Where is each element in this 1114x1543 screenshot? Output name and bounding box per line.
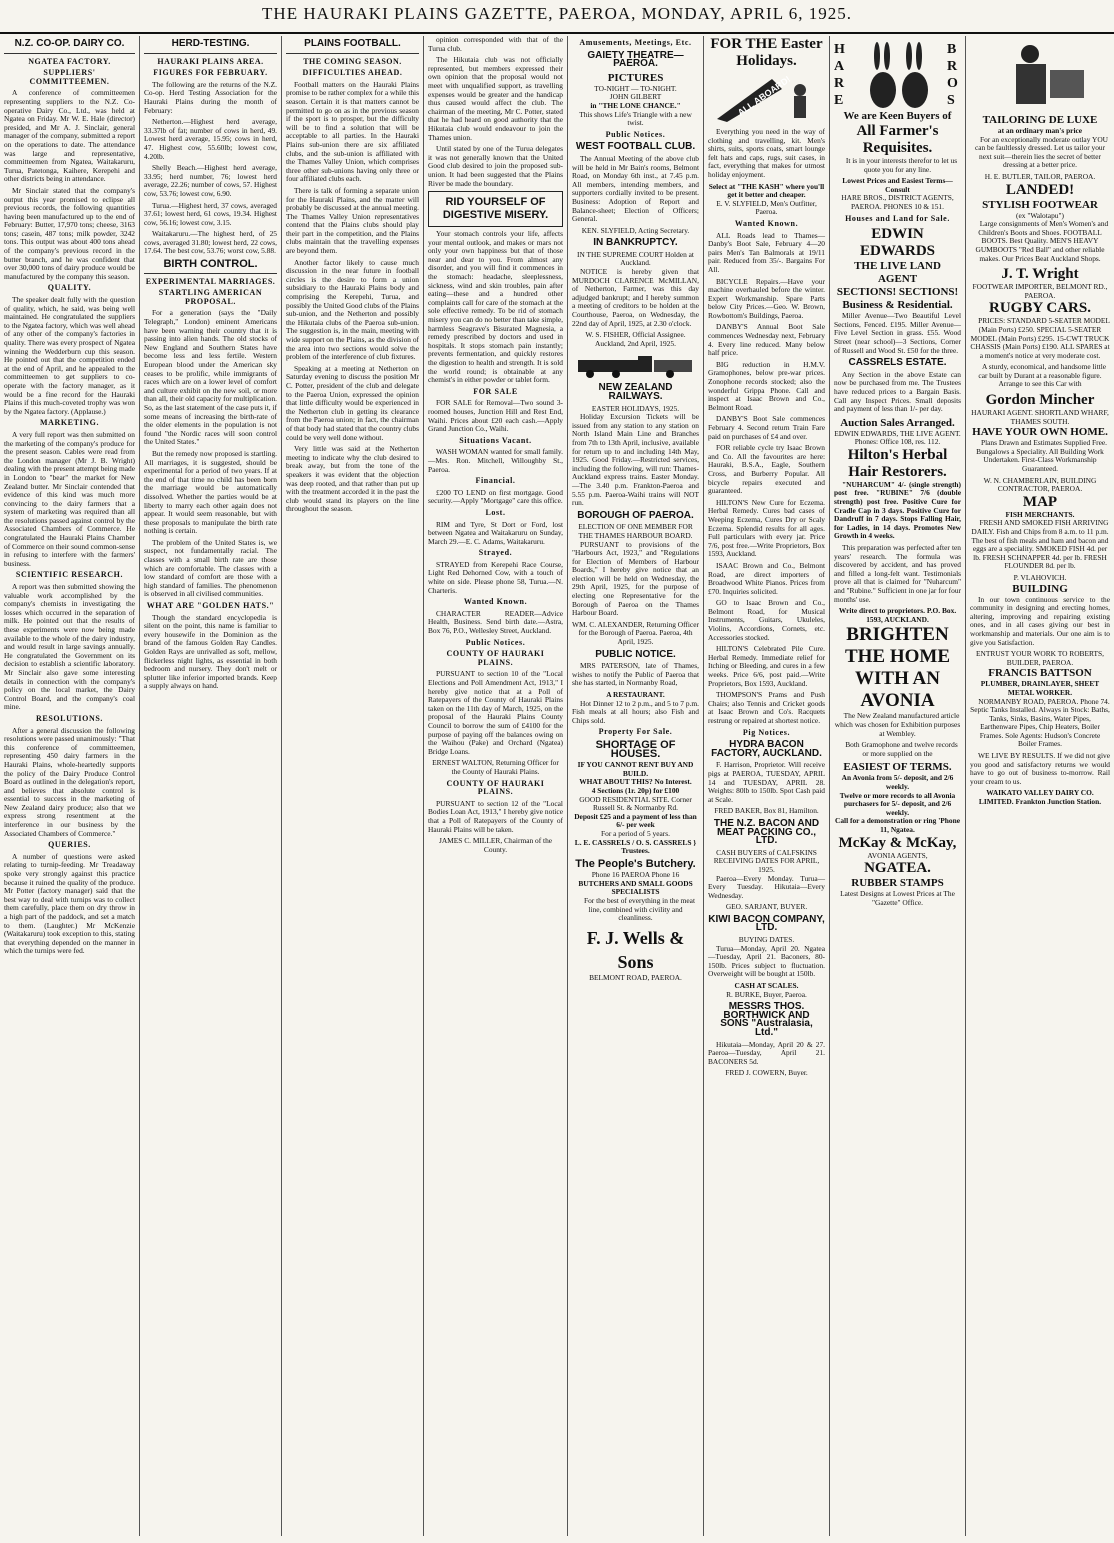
ad-line: PLUMBER, DRAINLAYER, SHEET METAL WORKER.: [980, 679, 1100, 697]
signature: FRED J. COWERN, Buyer.: [725, 1068, 808, 1078]
ad-line: WHAT ABOUT THIS? No Interest.: [579, 777, 692, 787]
article-subheading: NGATEA FACTORY.: [28, 56, 111, 66]
ad-line: Latest Designs at Lowest Prices at The "Gazette" Office.: [840, 889, 955, 907]
paragraph: Any Section in the above Estate can now be purchased from me. The Trustees have reduced prices to a Bargain Basis. Call any Inspect Prices. Small deposits and payment of less than 1/- per day.: [834, 369, 961, 414]
tailor-illustration: [980, 40, 1100, 110]
section-heading: FOR SALE: [473, 386, 518, 396]
article-subheading: EXPERIMENTAL MARRIAGES.: [145, 276, 276, 286]
ad-line: An Avonia from 5/- deposit, and 2/6 weekly.: [841, 773, 954, 791]
section-heading: RESOLUTIONS.: [36, 713, 103, 723]
paragraph: STRAYED from Kerepehi Race Course, Light Red Dehorned Cow, with a touch of white on side. Please phone 58, Turua.—N. Charteris.: [428, 559, 563, 595]
paragraph: RIM and Tyre, St Dort or Ford, lost between Ngatea and Waitakaruru on Sunday, March 29.—E. C. Adams, Waitakaruru.: [428, 519, 563, 546]
signature: FOOTWEAR IMPORTER, BELMONT RD., PAEROA.: [972, 282, 1108, 300]
notice-heading: IN BANKRUPTCY.: [593, 237, 678, 249]
section-heading: QUALITY.: [47, 283, 92, 293]
paragraph: Large consignments of Men's Women's and Children's Boots and Shoes. FOOTBALL BOOTS. Best Quality. MEN'S HEAVY GUMBOOTS "Red Ball" and other reliable makes. Our Prices Beat Auckland Shops.: [975, 219, 1109, 263]
notice-subheading: BUYING DATES.: [738, 935, 795, 945]
ad-heading: McKay & McKay,: [838, 834, 957, 851]
notice-subheading: RECEIVING DATES FOR APRIL, 1925.: [713, 856, 820, 874]
section-heading: MARKETING.: [39, 418, 100, 428]
signature: FRED BAKER, Box 81, Hamilton.: [714, 806, 819, 816]
article-heading: PLAINS FOOTBALL.: [304, 38, 401, 49]
paragraph: PURSUANT to provisions of the "Harbours Act, 1923," and "Regulations for Election of Members of Harbour Boards," I hereby give notice that an election will be held on Wednesday, the 29th April, 1925, for the purpose of electing one Representative for the Borough of Paeroa on the Thames Harbour Board.: [572, 539, 699, 618]
paragraph: A very full report was then submitted on the marketing of the company's produce for the present season. Cables were read from the London manager (Mr J. B. Wright) dealing with the present attempt being made in London to "bear" the market for New Zealand butter. Mr Sinclair contended that evidence of this kind was much more convincing to the dairy farmers that a system of marketing was required than all the resolutions passed against control by the Associated Chambers of Commerce. He congratulated the Hauraki Plains Chamber of Commerce on their sound common-sense in refusing to interfere with the farmers' business.: [4, 429, 135, 568]
section-heading: Financial.: [475, 476, 516, 486]
paragraph: The Hikutaia club was not officially represented, but members expressed their own opinion that the proposal would not meet with unqualified support, as travelling expenses would be greater and the handicap thus caused would affect the club. The chairman of the meeting, Mr C. Potter, stated that he had heard on good authority that the Hikutaia club would endeavour to join the Thames union.: [428, 55, 563, 142]
paragraph: PURSUANT to section 12 of the "Local Bodies Loan Act, 1913," I hereby give notice that a Poll of Ratepayers of the County of Hauraki Plains will be taken.: [428, 798, 563, 834]
paragraph: The New Zealand manufactured article which was chosen for Exhibition purposes at Wembley.: [834, 711, 961, 738]
section-heading: Public Notices.: [605, 129, 666, 139]
paragraph: Everything you need in the way of clothing and travelling, kit. Men's shirts, suits, sports coats, smart lounge felt hats and caps, rugs, suit cases, in fact, everything that makes for utmost holiday enjoyment.: [708, 127, 825, 179]
ad-line: Call for a demonstration or ring 'Phone 11, Ngatea.: [835, 816, 960, 834]
paragraph: Your stomach controls your life, affects your mental outlook, and makes or mars not only your own happiness but that of those near and dear to you. From almost any disorder, and you will find it commences in the stomach: headache, sleeplessness, sickness, wind and skin troubles, pain after eating—these and a hundred other complaints call for care of the stomach at the sole effective remedy. To be rid of stomach misery you can do no better than take simple, harmless Seagrave's Bisurated Magnesia, a remedy prescribed by doctors and used in hospitals. It stops stomach pain instantly; prevents fermentation, and quickly restores the digestion to health and strength. It is sold the world round; is obtainable at any chemist's in either powder or tablet form.: [428, 229, 563, 385]
paragraph: PURSUANT to section 10 of the "Local Elections and Poll Amendment Act, 1913," I hereby give notice that at a Poll of Ratepayers of the County of Hauraki Plains taken on the 11th day of March, 1925, on the proposal of the Hauraki Plains County Council to borrow the sum of £4100 for the purpose of paying off the balances owing on the Waihou (Pake) and Orchard (Ngatea) Bridge Loans.: [428, 669, 563, 756]
ad-heading: We are Keen Buyers of: [843, 110, 952, 122]
advert-digestive: [428, 191, 563, 227]
ad-heading: Hilton's Herbal Hair Restorers.: [847, 446, 948, 480]
paragraph: After a general discussion the following resolutions were passed unanimously: "That this conference of committeemen, representing 450 dairy farmers in the Hauraki Plains, whole-heartedly supports the policy of the Dairy Produce Control Board as outlined in the delegation's report, and believes that absolute control is essential to success in the marketing of New Zealand dairy produce; also that we express strong resentment at the interference in our business by the Associated Chambers of Commerce.": [4, 725, 135, 838]
paragraph: NORMANBY ROAD, PAEROA. Phone 74. Septic Tanks Installed. Always in Stock: Baths, Tanks, Sinks, Basins, Water Pipes, Earthenware Pipes, Chip Heaters, Boiler Frames. Sole Agents: Hudson's Concrete Boiler Frames.: [970, 696, 1110, 749]
article-heading: N.Z. CO-OP. DAIRY CO.: [14, 38, 125, 49]
paragraph: Turua—Monday, April 20. Ngatea—Tuesday, April 21. Baconers, 80-150lb. Prices subject to fluctuation. Overweight will be bought at 150lb.: [708, 943, 825, 979]
section-heading: SCIENTIFIC RESEARCH.: [15, 570, 124, 580]
paragraph: There is talk of forming a separate union for the Hauraki Plains, and the matter will probably be discussed at the annual meeting. The Thames Valley Union representatives contend that the Plains clubs should play their part in the competition, and the Plains clubs maintain that the travelling expenses are beyond them.: [286, 185, 419, 256]
ad-line: IF YOU CANNOT RENT BUY AND BUILD.: [577, 760, 694, 778]
ad-line: (ex "Walotapu"): [1016, 210, 1064, 220]
paragraph: HILTON'S New Cure for Eczema. Herbal Remedy. Cures bad cases of Weeping Eczema, Cures Dry or Scaly Eczema. Splendid results for all ages. Full particulars with every jar. Price 7/6, post free.—Write Proprietors, Box 1593, Auckland.: [708, 497, 825, 559]
ad-heading: SHORTAGE OF HOUSES.: [595, 738, 676, 760]
signature: HAURAKI AGENT. SHORTLAND WHARF, THAMES SOUTH.: [971, 408, 1109, 426]
tonight-label: TO-NIGHT — TO-NIGHT.: [594, 83, 677, 93]
avonia-heading: BRIGHTEN THE HOME WITH AN AVONIA: [844, 624, 951, 712]
paragraph: Shelly Beach.—Highest herd average, 33.95; herd number, 76; lowest herd average, 22.26; number of cows, 57. Highest cow, 53.76; lowest cow, 6.90.: [144, 163, 277, 198]
paragraph: Football matters on the Hauraki Plains promise to be rather complex for a while this season. Certain it is that matters cannot be permitted to go on as in the previous season if the sport is to prosper, but the difficulty will be to find a solution that will be acceptable to all parties. In the Hauraki Plains sub-union there are six affiliated clubs, and the sub-union is affiliated with the Thames Valley Union, which comprises three other sub-unions having only three or four affiliated clubs each.: [286, 79, 419, 184]
masthead: THE HAURAKI PLAINS GAZETTE, PAEROA, MONDAY, APRIL 6, 1925.: [0, 4, 1114, 34]
notice-heading: PUBLIC NOTICE.: [595, 648, 676, 660]
signature: KEN. SLYFIELD, Acting Secretary.: [581, 225, 690, 235]
paragraph: The Annual Meeting of the above club will be held in Mr Bain's rooms, Belmont Road, on Monday 6th inst., at 7.45 p.m. All members, intending members, and supporters cordially invited to be present. Business: Adoption of Report and Balance-sheet; Election of Officers; General.: [572, 153, 699, 224]
paragraph: CHARACTER READER—Advice Health, Business. Send birth date.—Astra, Box 76, P.O., Wellesley Street, Auckland.: [428, 608, 563, 636]
paragraph: But the remedy now proposed is startling. All marriages, it is suggested, should be experimental for a period of two years. If at the end of that time no child has been born the marriage would be automatically dissolved. Whether the parties would be at liberty to marry each other again does not appear. It would seem reasonable, but with these proposals to manipulate the birth rate nothing is certain.: [144, 448, 277, 536]
paragraph: Hot Dinner 12 to 2 p.m., and 5 to 7 p.m. Fish meals at all hours; also Fish and Chips sold.: [572, 698, 699, 725]
section-heading: COUNTY OF HAURAKI PLAINS.: [446, 778, 545, 797]
paragraph: Holiday Excursion Tickets will be issued from any station to any station on North Island Main Line and Branches from 7th to 13th April, inclusive, available for return up to and including 14th May, 1925. Good Friday.—Restricted services, including the following, will run: Thames-Auckland express trains. Easter Monday.—The 3.40 p.m. Frankton-Paeroa and 5.55 p.m. Paeroa-Waihi trains will NOT run.: [572, 412, 699, 508]
train-illustration: [576, 352, 696, 380]
paragraph: £200 TO LEND on first mortgage. Good security.—Apply "Mortgage" care this office.: [428, 487, 563, 506]
signature: ENTRUST YOUR WORK TO ROBERTS, BUILDER, PAEROA.: [976, 649, 1104, 667]
paragraph: BIG reduction in H.M.V. Gramophones, below pre-war prices. Zonophone records stocked; also the wonderful Grippa Phone. Call and inspect at Isaac Brown and Co., Belmont Road.: [708, 359, 825, 412]
article-subheading: THE COMING SEASON.: [303, 56, 402, 66]
paragraph: Plans Drawn and Estimates Supplied Free. Bungalows a Speciality. All Building Work Undertaken. First-Class Workmanship Guaranteed.: [976, 438, 1108, 474]
paragraph: Netherton.—Highest herd average, 33.37lb of fat; number of cows in herd, 49. Lowest herd average, 15.95; cows in herd, 47. Highest cow, 55.60lb; lowest cow, 4.20lb.: [144, 117, 277, 161]
signature: WAIKATO VALLEY DAIRY CO. LIMITED. Frankton Junction Station.: [978, 788, 1102, 807]
paragraph: HILTON'S Celebrated Pile Cure. Herbal Remedy. Immediate relief for Itching or Bleeding, and cures in a few weeks. Price 6/6, post paid.—Write Proprietors, Box 1593, Auckland.: [708, 644, 825, 688]
paragraph: DANBY'S Boot Sale commences February 4. Second return Train Fare paid on purchases of £4 and over.: [708, 414, 825, 441]
notice-heading: KIWI BACON COMPANY, LTD.: [708, 913, 825, 934]
paragraph: A number of questions were asked relating to turnip-feeding. Mr Treadaway spoke very strongly against this practice because it ruined the quality of the produce. Mr Potter (factory manager) said that the best way to deal with turnips was to collect them carefully, place them on dry throw in a high part of the paddock, and set a match to them. (Laughter.) Mr McKenzie (Waitakaruru) took exception to this, stating that everything depended on the manner in which the turnips were fed.: [4, 851, 135, 956]
ad-heading: LANDED!: [1005, 181, 1075, 198]
paragraph: ISAAC Brown and Co., Belmont Road, are direct importers of Broadwood White Pianos. Prices from £70. Inquiries solicited.: [708, 560, 825, 596]
ad-line: Deposit £25 and a payment of less than 6/- per week: [574, 811, 697, 830]
hare-bros-logo: [834, 40, 961, 110]
paragraph: FOR SALE for Removal—Two sound 3-roomed houses, Junction Hill and Rest End, Waihi. Prices about £20 each cash.—Apply Grand Junction Co., Waihi.: [428, 398, 563, 434]
pictures-label: PICTURES: [607, 71, 664, 84]
paragraph: DANBY'S Annual Boot Sale commences Wednesday next, February 4. Every line reduced. Many below half price.: [708, 322, 825, 358]
ad-line: FISH MERCHANTS.: [1005, 509, 1075, 519]
notice-heading: THE N.Z. BACON AND MEAT PACKING CO., LTD.: [713, 817, 820, 847]
trustees: L. E. CASSRELS / O. S. CASSRELS } Trustees.: [574, 837, 697, 856]
section-heading: DIFFICULTIES AHEAD.: [302, 68, 403, 78]
banner-text: ALL ABOARD!: [735, 74, 792, 118]
paragraph: ALL Roads lead to Thames—Danby's Boot Sale, February 4—20 pairs Men's Tan Balmorals at 19/11 pair. Reduced from 35/-. Bargains For All.: [708, 230, 825, 274]
wells-address: BELMONT ROAD, PAEROA.: [589, 972, 682, 982]
ad-line: 4 Sections (1r. 20p) for £100: [591, 785, 680, 795]
ad-heading: FRANCIS BATTSON: [988, 667, 1092, 680]
paragraph: Very little was said at the Netherton meeting to indicate why the club desired to break away, but from the tone of the speakers it was evident that the objection was deep rooted, and that rather than put up with the treatment accorded it in the past the club would stand its players on the line throughout the season.: [286, 444, 419, 514]
paragraph: Miller Avenue—Two Beautiful Level Sections, Fenced. £195. Miller Avenue—Five Level Section in grass. £55. Wood Street (near school)—3 Sections, Corner of Russell and Wood St. £50 for the three.: [834, 311, 961, 355]
paragraph: Though the standard encyclopedia is silent on the point, this name is familiar to every housewife in the Dominion as the brand of the famous Golden Ray Candles. Golden Rays are unrivalled as soft, mellow, flickerless night lights, as essential in both bedroom and nursery. They don't melt or splutter like inferior imported brands. Keep a supply always on hand.: [144, 612, 277, 691]
paragraph: Speaking at a meeting at Netherton on Saturday evening to discuss the position Mr C. Potter, president of the club and delegate to the Paeroa Union, expressed the opinion that little difficulty would be experienced in the Netherton club in getting its clearance from the Paeroa union; in fact, the chairman of that body had stated that the country clubs could be very well done without.: [286, 363, 419, 442]
paragraph: This preparation was perfected after ten years' research. The formula was discovered by accident, and has proved and filled a long-felt want. Testimonials prove all that is claimed for "Nuharcum" and "Rubine." Sufficient in one jar for four months' use.: [834, 543, 961, 604]
notice-subheading: A RESTAURANT.: [606, 690, 665, 699]
paragraph: NOTICE is hereby given that MURDOCH CLARENCE McMILLAN, of Netherton, Farmer, was this day adjudged bankrupt; and I hereby summon a meeting of creditors to be holden at the Courthouse, Paeroa, on Wednesday, the 22nd day of April, 1925, at 2.30 o'clock.: [572, 267, 699, 328]
section-heading: Lost.: [485, 507, 506, 517]
signature: W. S. FISHER, Official Assignee. Auckland, 2nd April, 1925.: [585, 330, 686, 348]
column-tailor: [966, 36, 1114, 1536]
paragraph: "NUHARCUM" 4/- (single strength) post free. "RUBINE" 7/6 (double strength) post free. Positive Cure for Cradle Cap in 3 days. Positive Cure for Dandruff in 7 days. Stops Falling Hair, for Ladies, in 14 days. Promotes New Growth in 4 weeks.: [834, 479, 961, 541]
signature: H. E. BUTLER, TAILOR, PAEROA.: [984, 171, 1096, 181]
ad-line: Lowest Prices and Easiest Terms—Consult: [842, 176, 953, 194]
paragraph: F. Harrison, Proprietor. Will receive pigs at PAEROA, TUESDAY, APRIL 14 and TUESDAY, APRIL 28. Weights: 80lb to 150lb. Spot Cash paid at Scale.: [708, 760, 825, 804]
signature: W. N. CHAMBERLAIN, BUILDING CONTRACTOR, PAEROA.: [983, 475, 1097, 494]
rabbits-illustration: [853, 40, 943, 110]
article-heading: HERD-TESTING.: [171, 38, 250, 49]
butchery-heading: The People's Butchery.: [575, 857, 696, 870]
ad-heading: EASIEST OF TERMS.: [843, 761, 952, 774]
ad-heading: J. T. Wright: [1001, 266, 1079, 283]
ad-heading: SECTIONS! SECTIONS! Business & Residential.: [836, 286, 959, 312]
ad-heading: Auction Sales Arranged.: [840, 416, 955, 429]
select-line: Select at "THE KASH" where you'll get it better and cheaper.: [708, 181, 825, 200]
theatre-heading: GAIETY THEATRE—PAEROA.: [587, 49, 684, 70]
ad-line: For a period of 5 years.: [601, 828, 670, 838]
paragraph: The speaker dealt fully with the question of quality, which, he said, was being well maintained. He congratulated the suppliers to the Ngatea factory, which was well ahead of any other of the company's factories in quality. There was every prospect of Ngatea winning the Wedderburn cup this season. He pointed out that the competition ended at the end of April, and he appealed to the committeemen to get suppliers to co-operate with the factory manager, as it would be a fine record for the Hauraki Plains if this much-coveted trophy was won by the Ngatea factory. (Applause.): [4, 295, 135, 416]
ad-heading: HAVE YOUR OWN HOME.: [972, 426, 1108, 439]
signature: E. V. SLYFIELD, Men's Outfitter, Paeroa.: [716, 198, 817, 217]
section-heading: Strayed.: [478, 548, 513, 558]
advert-heading: RID YOURSELF OF DIGESTIVE MISERY.: [442, 196, 549, 222]
paragraph: WASH WOMAN wanted for small family.—Mrs. Ron. Mitchell, Willoughby St., Paeroa.: [428, 447, 563, 474]
paragraph: FOR reliable cycle try Isaac Brown and Co. All the favourites are here: Hauraki, B.S.A., Eagle, Southern Cross, and Burberry Popular. All bicycle repairs executed and guaranteed.: [708, 443, 825, 496]
easter-heading: FOR THE Easter Holidays.: [710, 36, 823, 69]
column-herd-testing: [140, 36, 282, 1536]
paragraph: In our town continuous service to the community in designing and erecting homes, altering, improving and repairing existing ones, and in all cases giving our best in workmanship and materials. Our one aim is to give you Satisfaction.: [970, 594, 1110, 647]
notice-heading: WEST FOOTBALL CLUB.: [575, 141, 696, 153]
paragraph: The following are the returns of the N.Z. Co-op. Herd Testing Association for the Hauraki Plains during the month of February:: [144, 79, 277, 115]
paragraph: A conference of committeemen representing suppliers to the N.Z. Co-operative Dairy Co., Ltd., was held at Ngatea on Friday. Mr W. E. Hale (director) presided, and Mr A. J. Sinclair, general manager of the company, submitted a report on the operations to date. The attendance was large and representative, committeemen from Ngatea, Waitakaruru, Turua, Patetonga, Kaihere, Kerepehi and other districts being in attendance.: [4, 88, 135, 184]
ad-line: Twelve or more records to all Avonia purchasers for 5/- deposit, and 2/6 weekly.: [839, 790, 956, 817]
notice-heading: MESSRS THOS. BORTHWICK AND SONS "Australasia, Ltd.": [720, 1001, 813, 1038]
signature: ERNEST WALTON, Returning Officer for the County of Hauraki Plains.: [432, 758, 559, 776]
ad-heading: STYLISH FOOTWEAR: [982, 198, 1098, 211]
notice-heading: HYDRA BACON FACTORY, AUCKLAND.: [711, 739, 822, 759]
paragraph: It is in your interests therefor to let us quote you for any line.: [845, 156, 958, 174]
notice-subheading: EASTER HOLIDAYS, 1925.: [591, 403, 680, 413]
paragraph: WE LIVE BY RESULTS. If we did not give you good and satisfactory returns we would have to go out of business to-morrow. Rail your cream to us.: [970, 751, 1110, 786]
paragraph: For an exceptionally moderate outlay YOU can be faultlessly dressed. Let us tailor your next suit—therein lies the secret of better dressing at a better price.: [974, 134, 1108, 170]
column-football: [282, 36, 424, 1536]
notice-subheading: CASH BUYERS of CALFSKINS: [716, 847, 817, 857]
paragraph: Until stated by one of the Turua delegates it was not generally known that the United Good club desired to join the proposed sub-union. It had been suggested that the Plains River be made the boundary.: [428, 144, 563, 188]
column-slyfield: [704, 36, 830, 1536]
section-heading: STARTLING AMERICAN PROPOSAL.: [158, 288, 263, 306]
ad-line: GOOD RESIDENTIAL SITE. Corner Russell St. & Normanby Rd.: [579, 794, 692, 813]
article-subheading: HAURAKI PLAINS AREA.: [157, 56, 264, 66]
notice-subheading: ELECTION OF ONE MEMBER FOR THE THAMES HARBOUR BOARD.: [578, 522, 693, 540]
signature: Write direct to proprietors. P.O. Box. 1593, AUCKLAND.: [838, 606, 957, 624]
film-note: This shows Life's Triangle with a new twist.: [579, 109, 692, 128]
paragraph: For a generation (says the "Daily Telegraph," London) eminent Americans have been warning their country that it is passing into alien hands. The old stocks of New England and Southern States have become less and less fertile. Western European blood under the American sky ceases to be prolific, while immigrants of races which are on a lower level of comfort and culture exhibit on the new soil, or more than all, their old capacity for multiplication. So, as the last statement of the case puts it, if some means of increasing the birth-rate of the older elements in the population is not found "the Nordic races will soon control the United States.": [144, 308, 277, 447]
section-heading: Situations Vacant.: [459, 435, 532, 445]
paragraph: Mr Sinclair stated that the company's output this year promised to eclipse all previous records, the following quantities having been manufactured up to the end of February: Butter, 17,970 tons; cheese, 3163 tons; casein, 487 tons; milk powder, 3242 tons. This output was about 400 tons ahead of the company's previous record in the butter branch, and he was confident that over 30,000 tons of dairy produce would be manufactured by the company this season.: [4, 185, 135, 281]
article-heading: BIRTH CONTROL.: [163, 258, 258, 271]
column-hare-bros: [830, 36, 966, 1536]
column-notices: [568, 36, 704, 1536]
ad-heading: TAILORING DE LUXE: [982, 114, 1098, 126]
paragraph: A sturdy, economical, and handsome little car built by Durant at a reasonable figure. Arrange to see this Car with: [978, 362, 1107, 389]
signature: P. VLAHOVICH.: [1013, 572, 1067, 582]
section-heading: Houses and Land for Sale.: [845, 213, 950, 223]
paragraph: MRS PATERSON, late of Thames, wishes to notify the Public of Paeroa that she has started, in Normanby Road,: [572, 661, 699, 688]
star-name: JOHN GILBERT: [609, 92, 662, 102]
paragraph: PRICES: STANDARD 5-SEATER MODEL (Main Ports) £250. SPECIAL 5-SEATER MODEL (Main Ports) £295. 15-CWT TRUCK CHASSIS (Main Ports) £190. ALL SPARES at a moment's notice at very moderate cost.: [970, 316, 1110, 360]
paragraph: Waitakaruru.—The highest herd, of 25 cows, averaged 31.80; lowest herd, 22 cows, 17.64. The best cow, 53.76; worst cow, 5.88.: [144, 229, 277, 256]
paragraph: THOMPSON'S Prams and Push Chairs; also Tennis and Cricket goods at Isaac Brown and Co's. Racquets restrung or repaired at shortest notice.: [708, 690, 825, 725]
butchery-line: BUTCHERS AND SMALL GOODS SPECIALISTS: [578, 878, 693, 897]
notice-subheading: CASH AT SCALES.: [734, 981, 799, 991]
ad-heading: RUGBY CARS.: [989, 300, 1091, 317]
paragraph: Both Gramophone and twelve records or more supplied on the: [845, 740, 958, 758]
section-heading: SUPPLIERS' COMMITTEEMEN.: [29, 68, 110, 86]
notice-heading: BOROUGH OF PAEROA.: [577, 509, 694, 521]
paragraph: Hikutaia—Monday, April 20 & 27. Paeroa—Tuesday, April 21. BACONERS 5d.: [708, 1039, 825, 1066]
ad-heading: CASSRELS ESTATE.: [848, 357, 947, 369]
butchery-phone: Phone 16 PAEROA Phone 16: [591, 870, 680, 880]
ad-heading: All Farmer's Requisites.: [856, 123, 939, 156]
paragraph: Turua.—Highest herd, 37 cows, averaged 37.61; lowest herd, 61 cows, 19.34. Highest cow, 56.16; lowest cow, 3.15.: [144, 200, 277, 227]
paragraph: GO to Isaac Brown and Co., Belmont Road, for Musical Instruments, Guitars, Ukuleles, Violins, Accordions, Cornets, etc. Accessories stocked.: [708, 598, 825, 642]
section-heading: QUERIES.: [48, 840, 91, 850]
column-dairy: [0, 36, 140, 1536]
section-heading: Wanted Known.: [734, 218, 799, 228]
ad-heading: RUBBER STAMPS: [851, 877, 944, 890]
signature: JAMES C. MILLER, Chairman of the County.: [438, 836, 553, 854]
ad-heading: EDWIN EDWARDS: [859, 226, 935, 260]
notice-heading: NEW ZEALAND RAILWAYS.: [598, 382, 673, 402]
ad-line: at an ordinary man's price: [997, 126, 1083, 135]
section-heading: Property For Sale.: [598, 727, 673, 737]
section-heading: Public Notices.: [465, 637, 526, 647]
logo-left-text: HARE: [834, 42, 845, 108]
paragraph: FRESH AND SMOKED FISH ARRIVING DAILY. Fish and Chips from 8 a.m. to 11 p.m. The best of fish meals and ham and bacon and eggs are a speciality. SMOKED FISH 4d. per lb. FRESH SCHNAPPER 4d. per lb. FRESH FLOUNDER 8d. per lb.: [971, 518, 1109, 571]
ad-line: AVONIA AGENTS,: [867, 850, 928, 860]
signature: EDWIN EDWARDS, THE LIVE AGENT. Phones: Office 108, res. 112.: [834, 428, 961, 447]
paragraph: For the best of everything in the meat line, combined with civility and cleanliness.: [583, 896, 696, 923]
ad-heading: MAP: [1022, 493, 1058, 510]
paragraph: Paeroa—Every Monday. Turua—Every Tuesday. Hikutaia—Every Wednesday.: [708, 873, 825, 900]
paragraph: The problem of the United States is, we suspect, not fundamentally racial. The classes with a small birth rate are those which are comfortable. The classes with a low standard of comfort are those with a high standard of families. The phenomenon is observed in all civilised communities.: [144, 537, 277, 599]
ad-heading: THE LIVE LAND AGENT: [854, 260, 941, 286]
section-heading: Wanted Known.: [463, 597, 528, 607]
signature: WM. C. ALEXANDER, Returning Officer for the Borough of Paeroa. Paeroa, 4th April, 1925.: [572, 619, 699, 647]
paragraph: Another factor likely to cause much discussion in the near future in football circles is the desire to form a union subsidiary to the Hauraki Plains body and comprising the Kerepehi, Turua, and possibly the United Good clubs of the Plains sub-union, and the Netherton and possibly the Hikutaia clubs of the Paeroa sub-union. The suggestion is, in the main, meeting with wide support on the Plains, as the division of the area into two sections would solve the problem of the interference of club fixtures.: [286, 257, 419, 362]
section-heading: Pig Notices.: [742, 727, 791, 737]
column-classifieds: [424, 36, 568, 1536]
paragraph: opinion corresponded with that of the Turua club.: [428, 36, 563, 53]
ad-heading: Gordon Mincher: [985, 392, 1095, 409]
notice-subheading: IN THE SUPREME COURT Holden at Auckland.: [577, 249, 694, 268]
ad-heading: NGATEA.: [864, 860, 931, 877]
signature: GEO. SARJANT, BUYER.: [725, 902, 808, 912]
paragraph: A report was then submitted showing the valuable work accomplished by the company's chemists in investigating the losses which occurred in the separation of milk. He pointed out that the results of these experiments were now being made available to the whole of the dairy industry, and would result in large savings annually. He congratulated the Government on its decision to establish a scientific laboratory. Mr Sinclair also gave some interesting details in connection with the company's policy on the local market, the Dairy Control Board, and the company's coal mine.: [4, 582, 135, 712]
section-heading: COUNTY OF HAURAKI PLAINS.: [446, 649, 545, 667]
section-heading: Amusements, Meetings, Etc.: [579, 38, 692, 47]
travel-banner-illustration: [712, 74, 822, 124]
paragraph: BICYCLE Repairs.—Have your machine overhauled before the winter. Expert Workmanship. Spare Parts below City Prices.—Geo. W. Brown, Rowbottom's Buildings, Paeroa.: [708, 276, 825, 320]
signature: HARE BROS., DISTRICT AGENTS, PAEROA. PHONES 10 & 151.: [841, 193, 954, 211]
section-heading: WHAT ARE "GOLDEN HATS.": [146, 601, 275, 611]
section-heading: FIGURES FOR FEBRUARY.: [153, 68, 268, 78]
film-title: in "THE LONE CHANCE.": [590, 100, 681, 110]
ad-heading: BUILDING: [1012, 582, 1068, 595]
wells-heading: F. J. Wells & Sons: [586, 927, 685, 972]
logo-right-text: BROS: [947, 42, 958, 108]
signature: R. BURKE, Buyer, Paeroa.: [726, 989, 807, 999]
